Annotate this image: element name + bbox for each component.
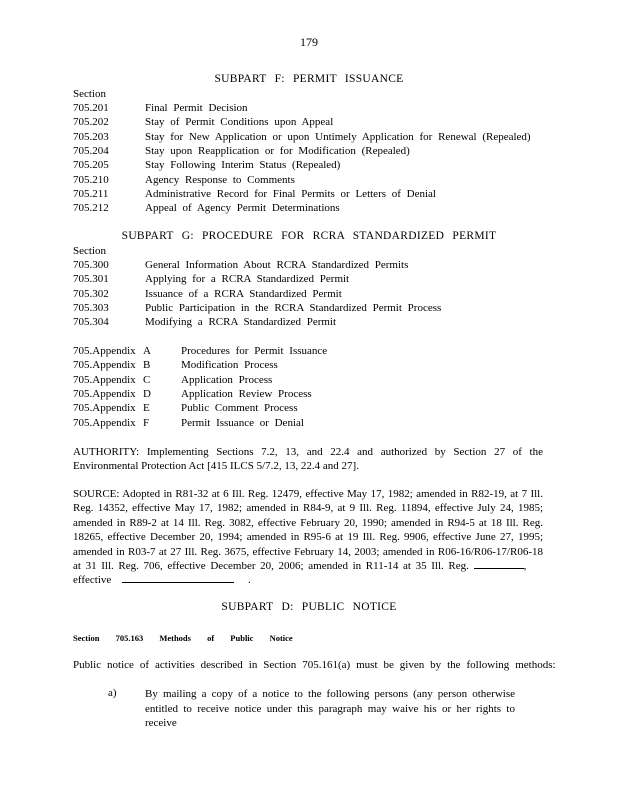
section-number: 705.163: [115, 633, 144, 643]
section-title: Methods of Public Notice: [159, 633, 293, 643]
appendix-letter: A: [143, 345, 151, 357]
section-title: Modifying a RCRA Standardized Permit: [145, 316, 337, 329]
appendix-label: 705.Appendix: [73, 359, 136, 372]
appendix-title: Public Comment Process: [181, 402, 298, 415]
source-period: .: [248, 574, 251, 587]
appendix-label: 705.Appendix: [73, 402, 136, 415]
section-number: 705.304: [73, 316, 109, 329]
subpart-f-section-label: Section: [73, 88, 106, 100]
section-title: Stay upon Reapplication or for Modification (Repealed): [145, 144, 410, 157]
section-title: Stay Following Interim Status (Repealed): [145, 159, 341, 172]
section-title: Administrative Record for Final Permits or Letters of Denial: [145, 187, 436, 200]
subpart-g-section-label: Section: [73, 245, 106, 257]
section-title: Public Participation in the RCRA Standardized Permit Process: [145, 301, 442, 314]
section-number: 705.302: [73, 287, 109, 300]
appendix-letter: D: [143, 387, 151, 400]
section-number: 705.211: [73, 187, 109, 200]
section-number: 705.203: [73, 130, 109, 143]
section-number: 705.212: [73, 202, 109, 215]
section-title: Stay of Permit Conditions upon Appeal: [145, 116, 334, 129]
section-title: Issuance of a RCRA Standardized Permit: [145, 287, 342, 300]
source-blank-reg: [474, 559, 524, 569]
subpart-d-heading: SUBPART D: PUBLIC NOTICE: [221, 601, 397, 613]
section-number: 705.301: [73, 273, 109, 286]
section-number: 705.210: [73, 173, 109, 186]
appendix-label: 705.Appendix: [73, 416, 136, 429]
intro-paragraph: Public notice of activities described in Section 705.161(a) must be given by the following methods:: [73, 659, 556, 671]
source-comma: ,: [523, 560, 527, 573]
source-blank-date: [122, 573, 234, 583]
section-title: Applying for a RCRA Standardized Permit: [145, 273, 350, 286]
section-number: 705.202: [73, 116, 109, 129]
source-effective: effective: [73, 574, 112, 587]
appendix-label: 705.Appendix: [73, 387, 136, 400]
section-705-163-heading: [73, 632, 293, 645]
item-a-text: By mailing a copy of a notice to the following persons (any person otherwise entitled to receive notice under this paragraph may waive his or her rights to receive: [145, 688, 515, 729]
section-title: General Information About RCRA Standardized Permits: [145, 259, 409, 271]
appendix-letter: F: [143, 416, 150, 429]
appendix-label: 705.Appendix: [73, 345, 136, 357]
section-number: 705.205: [73, 159, 109, 172]
section-number: 705.303: [73, 301, 109, 314]
section-title: Agency Response to Comments: [145, 173, 295, 186]
appendix-label: 705.Appendix: [73, 373, 136, 386]
appendix-title: Permit Issuance or Denial: [181, 416, 304, 429]
appendix-letter: E: [143, 402, 150, 415]
source-text: SOURCE: Adopted in R81-32 at 6 Ill. Reg. 12479, effective May 17, 1982; amended in R82-19, at 7 Ill. Reg. 14352, effective May 17, 1982; amended in R84-9, at 9 Ill. Reg. 11894, effective July 24, 1985; amended in R89-2 at 14 Ill. Reg. 3082, effective February 20, 1990; amended in R94-5 at 18 Ill. Reg. 18265, effective December 20, 1994; amended in R95-6 at 19 Ill. Reg. 9906, effective June 27, 1995; amended in R03-7 at 27 Ill. Reg. 3675, effective February 14, 2003; amended in R06-16/R06-17/R06-18 at 31 Ill. Reg. 706, effective December 20, 2006; amended in R11-14 at 35 Ill. Reg.: [73, 488, 543, 573]
subpart-g-heading: SUBPART G: PROCEDURE FOR RCRA STANDARDIZED PERMIT: [121, 230, 497, 242]
section-title: Stay for New Application or upon Untimely Application for Renewal (Repealed): [145, 130, 531, 143]
appendix-title: Application Process: [181, 373, 273, 386]
appendix-title: Procedures for Permit Issuance: [181, 345, 328, 357]
appendix-letter: B: [143, 359, 151, 372]
authority-note: AUTHORITY: Implementing Sections 7.2, 13, and 22.4 and authorized by Section 27 of the Environmental Protection Act [415 ILCS 5/7.2, 13, 22.4 and 27].: [73, 446, 543, 473]
appendix-letter: C: [143, 373, 151, 386]
source-note: [73, 487, 543, 588]
section-title: Final Permit Decision: [145, 102, 248, 114]
appendix-title: Application Review Process: [181, 387, 312, 400]
section-number: 705.204: [73, 144, 109, 157]
section-label: Section: [73, 633, 100, 643]
section-title: Appeal of Agency Permit Determinations: [145, 202, 340, 215]
section-number: 705.201: [73, 102, 109, 114]
subpart-f-heading: SUBPART F: PERMIT ISSUANCE: [214, 73, 404, 85]
page-number: 179: [300, 35, 318, 49]
appendix-title: Modification Process: [181, 359, 278, 372]
section-number: 705.300: [73, 259, 109, 271]
item-a-marker: a): [108, 687, 117, 699]
